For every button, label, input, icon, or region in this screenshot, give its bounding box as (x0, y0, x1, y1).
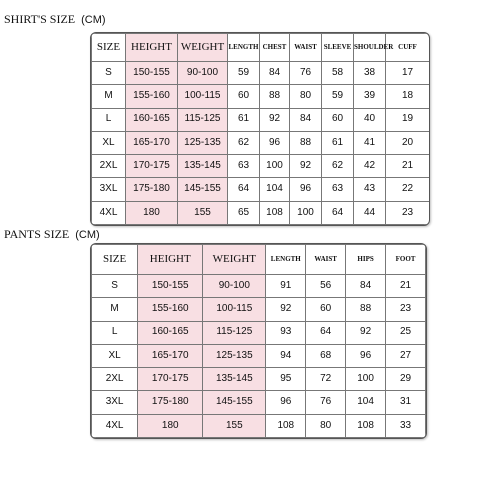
shirt-cell-size: M (92, 85, 126, 108)
pants-table-row (92, 275, 426, 298)
shirt-cell-weight: 115-125 (178, 108, 228, 131)
shirt-cell-length: 59 (228, 62, 260, 85)
shirt-cell-sleeve: 58 (322, 62, 354, 85)
shirt-header-row (92, 34, 430, 62)
shirt-cell-waist: 76 (290, 62, 322, 85)
pants-cell-length: 94 (266, 344, 306, 367)
shirt-cell-chest: 108 (260, 201, 290, 224)
shirt-cell-cuff: 22 (386, 178, 430, 201)
shirt-cell-length: 64 (228, 178, 260, 201)
pants-cell-length: 91 (266, 275, 306, 298)
shirt-cell-cuff: 19 (386, 108, 430, 131)
pants-col-size: SIZE (92, 245, 138, 275)
shirt-cell-chest: 84 (260, 62, 290, 85)
shirt-col-height: HEIGHT (126, 34, 178, 62)
shirt-col-weight: WEIGHT (178, 34, 228, 62)
shirt-cell-sleeve: 63 (322, 178, 354, 201)
pants-cell-foot: 33 (386, 414, 426, 437)
pants-cell-weight: 125-135 (203, 344, 266, 367)
shirt-cell-length: 63 (228, 155, 260, 178)
shirt-cell-weight: 155 (178, 201, 228, 224)
pants-cell-size: XL (92, 344, 138, 367)
shirt-size-title (4, 12, 106, 27)
pants-cell-length: 96 (266, 391, 306, 414)
pants-cell-waist: 60 (306, 298, 346, 321)
pants-cell-waist: 80 (306, 414, 346, 437)
shirt-table-row (92, 85, 430, 108)
shirt-cell-length: 65 (228, 201, 260, 224)
pants-cell-hips: 100 (346, 368, 386, 391)
pants-col-length: LENGTH (266, 245, 306, 275)
shirt-cell-weight: 90-100 (178, 62, 228, 85)
shirt-cell-length: 61 (228, 108, 260, 131)
shirt-col-shoulder: SHOULDER (354, 34, 386, 62)
pants-cell-length: 108 (266, 414, 306, 437)
shirt-cell-size: L (92, 108, 126, 131)
shirt-col-waist: WAIST (290, 34, 322, 62)
shirt-cell-height: 175-180 (126, 178, 178, 201)
shirt-cell-height: 165-170 (126, 131, 178, 154)
shirt-cell-chest: 100 (260, 155, 290, 178)
shirt-cell-sleeve: 64 (322, 201, 354, 224)
shirt-cell-length: 62 (228, 131, 260, 154)
pants-cell-hips: 84 (346, 275, 386, 298)
shirt-cell-sleeve: 59 (322, 85, 354, 108)
pants-cell-waist: 56 (306, 275, 346, 298)
shirt-cell-sleeve: 61 (322, 131, 354, 154)
pants-cell-foot: 31 (386, 391, 426, 414)
pants-table-row (92, 414, 426, 437)
pants-cell-weight: 155 (203, 414, 266, 437)
shirt-cell-shoulder: 40 (354, 108, 386, 131)
shirt-cell-shoulder: 41 (354, 131, 386, 154)
pants-cell-height: 180 (138, 414, 203, 437)
pants-cell-foot: 25 (386, 321, 426, 344)
pants-cell-height: 155-160 (138, 298, 203, 321)
shirt-cell-chest: 96 (260, 131, 290, 154)
shirt-cell-waist: 92 (290, 155, 322, 178)
shirt-cell-height: 155-160 (126, 85, 178, 108)
shirt-cell-shoulder: 39 (354, 85, 386, 108)
pants-cell-size: L (92, 321, 138, 344)
pants-col-waist: WAIST (306, 245, 346, 275)
pants-cell-height: 165-170 (138, 344, 203, 367)
pants-cell-waist: 76 (306, 391, 346, 414)
shirt-cell-cuff: 21 (386, 155, 430, 178)
shirt-cell-height: 180 (126, 201, 178, 224)
shirt-cell-size: S (92, 62, 126, 85)
shirt-col-length: LENGTH (228, 34, 260, 62)
shirt-cell-shoulder: 42 (354, 155, 386, 178)
shirt-col-chest: CHEST (260, 34, 290, 62)
shirt-cell-chest: 92 (260, 108, 290, 131)
shirt-cell-height: 150-155 (126, 62, 178, 85)
pants-cell-height: 160-165 (138, 321, 203, 344)
shirt-unit: (CM) (81, 14, 106, 26)
shirt-col-size: SIZE (92, 34, 126, 62)
pants-cell-height: 175-180 (138, 391, 203, 414)
pants-cell-hips: 88 (346, 298, 386, 321)
pants-cell-weight: 100-115 (203, 298, 266, 321)
pants-cell-foot: 27 (386, 344, 426, 367)
pants-cell-hips: 104 (346, 391, 386, 414)
shirt-cell-shoulder: 38 (354, 62, 386, 85)
shirt-cell-length: 60 (228, 85, 260, 108)
shirt-table-row (92, 155, 430, 178)
shirt-cell-height: 160-165 (126, 108, 178, 131)
shirt-title-text: SHIRT'S SIZE (4, 12, 76, 26)
pants-cell-weight: 135-145 (203, 368, 266, 391)
shirt-col-cuff: CUFF (386, 34, 430, 62)
pants-table-row (92, 298, 426, 321)
pants-header-row (92, 245, 426, 275)
shirt-cell-weight: 145-155 (178, 178, 228, 201)
pants-unit: (CM) (75, 229, 100, 241)
pants-table-row (92, 321, 426, 344)
pants-size-title (4, 227, 100, 242)
shirt-cell-weight: 135-145 (178, 155, 228, 178)
shirt-cell-weight: 125-135 (178, 131, 228, 154)
shirt-cell-waist: 88 (290, 131, 322, 154)
shirt-cell-waist: 100 (290, 201, 322, 224)
shirt-cell-waist: 84 (290, 108, 322, 131)
pants-cell-size: 3XL (92, 391, 138, 414)
pants-cell-waist: 64 (306, 321, 346, 344)
pants-cell-size: M (92, 298, 138, 321)
pants-col-foot: FOOT (386, 245, 426, 275)
pants-cell-weight: 115-125 (203, 321, 266, 344)
pants-cell-length: 93 (266, 321, 306, 344)
shirt-table-row (92, 201, 430, 224)
shirt-col-sleeve: SLEEVE (322, 34, 354, 62)
shirt-cell-waist: 80 (290, 85, 322, 108)
shirt-cell-cuff: 23 (386, 201, 430, 224)
pants-cell-waist: 68 (306, 344, 346, 367)
shirt-cell-cuff: 17 (386, 62, 430, 85)
shirt-cell-cuff: 18 (386, 85, 430, 108)
pants-cell-length: 92 (266, 298, 306, 321)
pants-cell-hips: 108 (346, 414, 386, 437)
pants-cell-weight: 145-155 (203, 391, 266, 414)
pants-cell-size: 2XL (92, 368, 138, 391)
pants-cell-weight: 90-100 (203, 275, 266, 298)
shirt-cell-size: 2XL (92, 155, 126, 178)
pants-table-row (92, 391, 426, 414)
pants-cell-waist: 72 (306, 368, 346, 391)
pants-col-hips: HIPS (346, 245, 386, 275)
pants-cell-length: 95 (266, 368, 306, 391)
pants-cell-height: 170-175 (138, 368, 203, 391)
shirt-table-row (92, 62, 430, 85)
shirt-table-row (92, 131, 430, 154)
shirt-cell-waist: 96 (290, 178, 322, 201)
pants-size-table (90, 243, 427, 439)
shirt-table-row (92, 178, 430, 201)
pants-cell-hips: 96 (346, 344, 386, 367)
pants-col-height: HEIGHT (138, 245, 203, 275)
pants-cell-size: S (92, 275, 138, 298)
shirt-cell-size: 3XL (92, 178, 126, 201)
pants-cell-foot: 21 (386, 275, 426, 298)
shirt-cell-size: 4XL (92, 201, 126, 224)
pants-cell-hips: 92 (346, 321, 386, 344)
shirt-cell-size: XL (92, 131, 126, 154)
shirt-cell-cuff: 20 (386, 131, 430, 154)
shirt-cell-height: 170-175 (126, 155, 178, 178)
pants-cell-size: 4XL (92, 414, 138, 437)
pants-table-row (92, 344, 426, 367)
pants-col-weight: WEIGHT (203, 245, 266, 275)
pants-cell-height: 150-155 (138, 275, 203, 298)
pants-title-text: PANTS SIZE (4, 227, 70, 241)
shirt-table-row (92, 108, 430, 131)
pants-cell-foot: 23 (386, 298, 426, 321)
shirt-cell-shoulder: 44 (354, 201, 386, 224)
shirt-cell-sleeve: 60 (322, 108, 354, 131)
shirt-cell-weight: 100-115 (178, 85, 228, 108)
pants-table-row (92, 368, 426, 391)
shirt-cell-chest: 104 (260, 178, 290, 201)
shirt-cell-shoulder: 43 (354, 178, 386, 201)
shirt-size-table (90, 32, 430, 226)
pants-cell-foot: 29 (386, 368, 426, 391)
shirt-cell-chest: 88 (260, 85, 290, 108)
shirt-cell-sleeve: 62 (322, 155, 354, 178)
